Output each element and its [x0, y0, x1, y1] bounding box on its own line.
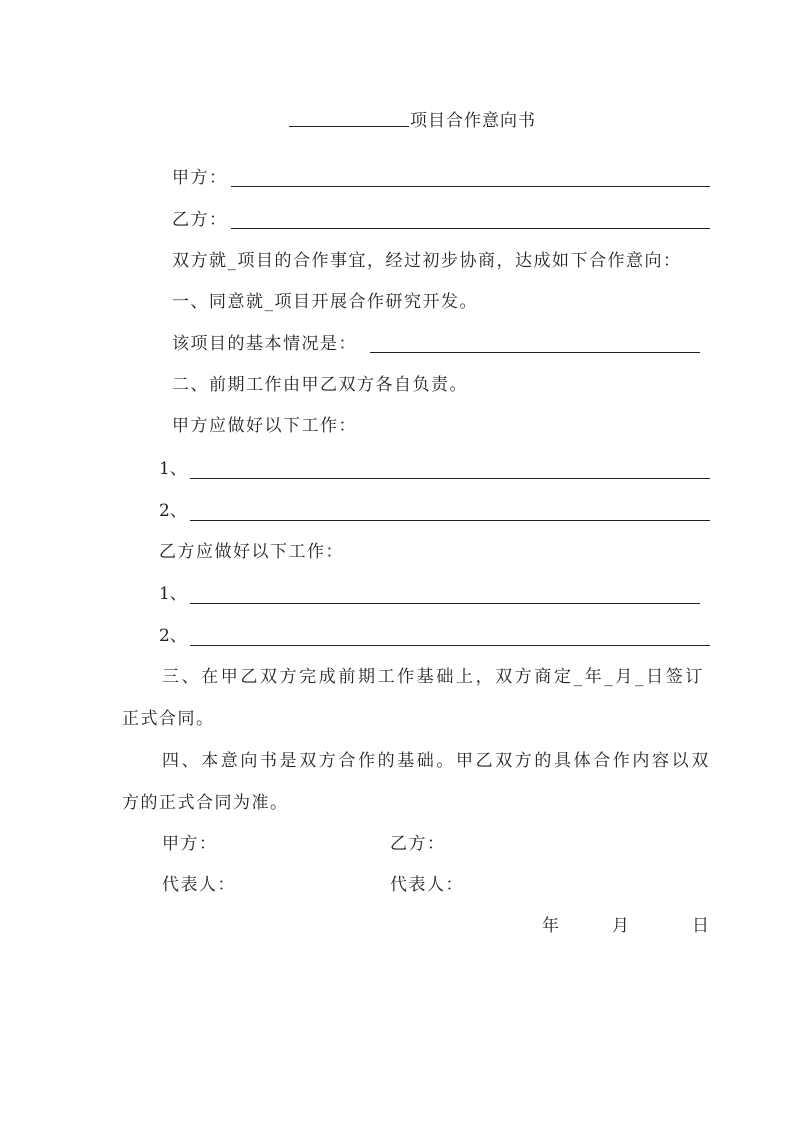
party-b-item-1-line[interactable] [190, 603, 700, 604]
party-a-work-heading: 甲方应做好以下工作： [172, 416, 357, 436]
party-a-item-2-label: 2、 [159, 501, 187, 521]
clause-3-line-2: 正式合同。 [122, 709, 215, 729]
party-a-item-2-line[interactable] [190, 520, 710, 521]
party-a-item-1-label: 1、 [159, 459, 187, 479]
clause-3-line-1: 三、在甲乙双方完成前期工作基础上，双方商定_年_月_日签订 [162, 667, 705, 687]
clause-4-line-2: 方的正式合同为准。 [122, 793, 289, 813]
basic-info-blank-line[interactable] [370, 352, 700, 353]
date-day-label: 日 [692, 916, 709, 936]
sign-party-b-label: 乙方： [390, 834, 446, 854]
clause-2: 二、前期工作由甲乙双方各自负责。 [172, 375, 468, 395]
party-a-label: 甲方： [172, 168, 228, 188]
sign-rep-b-label: 代表人： [390, 875, 464, 895]
party-a-item-1-line[interactable] [190, 478, 710, 479]
clause-1: 一、同意就_项目开展合作研究开发。 [172, 292, 478, 312]
date-month-label: 月 [612, 916, 629, 936]
party-b-blank-line[interactable] [231, 228, 710, 229]
party-b-label: 乙方： [172, 210, 228, 230]
document-title: 项目合作意向书 [410, 111, 536, 131]
sign-party-a-label: 甲方： [162, 834, 218, 854]
clause-4-line-1: 四、本意向书是双方合作的基础。甲乙双方的具体合作内容以双 [162, 751, 711, 771]
party-b-item-2-label: 2、 [159, 626, 187, 646]
basic-info-label: 该项目的基本情况是： [172, 334, 357, 354]
party-b-work-heading: 乙方应做好以下工作： [159, 542, 344, 562]
sign-rep-a-label: 代表人： [162, 875, 236, 895]
date-year-label: 年 [542, 916, 559, 936]
party-b-item-2-line[interactable] [190, 645, 710, 646]
party-a-blank-line[interactable] [231, 186, 710, 187]
intro-paragraph: 双方就_项目的合作事宜，经过初步协商，达成如下合作意向： [172, 251, 682, 271]
title-blank-line[interactable] [289, 126, 409, 127]
party-b-item-1-label: 1、 [159, 584, 187, 604]
